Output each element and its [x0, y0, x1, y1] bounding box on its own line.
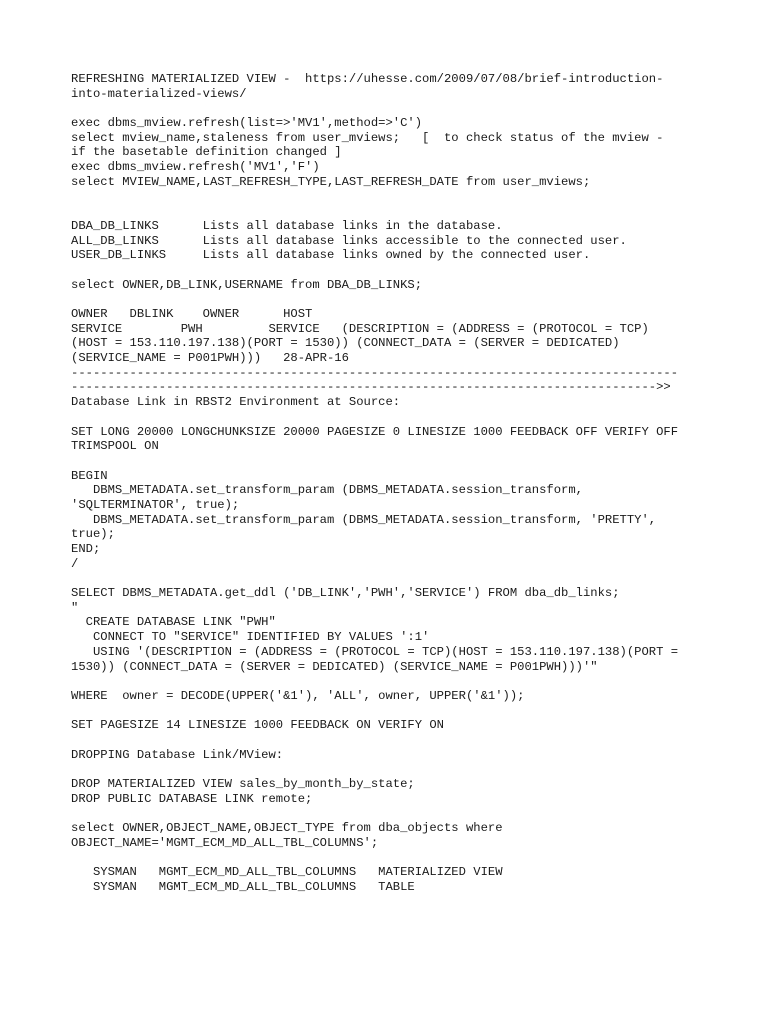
document-line: into-materialized-views/	[71, 86, 247, 101]
document-line	[71, 895, 711, 910]
document-line: CREATE DATABASE LINK "PWH"	[71, 615, 276, 630]
document-line: SET PAGESIZE 14 LINESIZE 1000 FEEDBACK ON VERIFY ON	[71, 718, 444, 733]
document-line: (SERVICE_NAME = P001PWH))) 28-APR-16	[71, 351, 349, 366]
document-line: /	[71, 556, 79, 571]
document-line	[71, 204, 711, 219]
document-line	[71, 410, 711, 425]
document-line	[71, 850, 711, 865]
document-line: select mview_name,staleness from user_mviews; [ to check status of the mview -	[71, 130, 664, 145]
document-line: REFRESHING MATERIALIZED VIEW - https://uhesse.com/2009/07/08/brief-introduction-	[71, 72, 664, 86]
document-line: USER_DB_LINKS Lists all database links owned by the connected user.	[71, 248, 591, 263]
document-line: DBMS_METADATA.set_transform_param (DBMS_METADATA.session_transform, 'PRETTY',	[71, 512, 657, 527]
document-line	[71, 733, 711, 748]
document-line: WHERE owner = DECODE(UPPER('&1'), 'ALL', owner, UPPER('&1'));	[71, 688, 525, 703]
document-line	[71, 263, 711, 278]
document-line: SELECT DBMS_METADATA.get_ddl ('DB_LINK','PWH','SERVICE') FROM dba_db_links;	[71, 586, 620, 601]
document-line: "	[71, 600, 79, 615]
document-line: if the basetable definition changed ]	[71, 145, 342, 160]
document-line: select MVIEW_NAME,LAST_REFRESH_TYPE,LAST_REFRESH_DATE from user_mviews;	[71, 174, 591, 189]
document-line: 'SQLTERMINATOR', true);	[71, 497, 240, 512]
document-line	[71, 674, 711, 689]
document-line: DBMS_METADATA.set_transform_param (DBMS_METADATA.session_transform,	[71, 483, 583, 498]
document-line: exec dbms_mview.refresh(list=>'MV1',method=>'C')	[71, 116, 423, 131]
document-line: ALL_DB_LINKS Lists all database links accessible to the connected user.	[71, 233, 627, 248]
document-line: SYSMAN MGMT_ECM_MD_ALL_TBL_COLUMNS MATERIALIZED VIEW	[71, 865, 503, 880]
document-line: exec dbms_mview.refresh('MV1','F')	[71, 160, 320, 175]
document-line: -------------------------------------------------------------------------------->>	[71, 380, 671, 395]
document-line: select OWNER,OBJECT_NAME,OBJECT_TYPE from dba_objects where	[71, 821, 503, 836]
document-line: DBA_DB_LINKS Lists all database links in the database.	[71, 218, 503, 233]
document-line: true);	[71, 527, 115, 542]
document-line: DROP PUBLIC DATABASE LINK remote;	[71, 791, 313, 806]
document-line: TRIMSPOOL ON	[71, 439, 159, 454]
document-line: SET LONG 20000 LONGCHUNKSIZE 20000 PAGESIZE 0 LINESIZE 1000 FEEDBACK OFF VERIFY OFF	[71, 424, 679, 439]
document-line: Database Link in RBST2 Environment at Source:	[71, 395, 401, 410]
document-line: SYSMAN MGMT_ECM_MD_ALL_TBL_COLUMNS TABLE	[71, 879, 415, 894]
document-line	[71, 909, 711, 924]
document-line: (HOST = 153.110.197.138)(PORT = 1530)) (CONNECT_DATA = (SERVER = DEDICATED)	[71, 336, 620, 351]
document-line: CONNECT TO "SERVICE" IDENTIFIED BY VALUES ':1'	[71, 630, 430, 645]
document-line	[71, 292, 711, 307]
document-line	[71, 190, 711, 205]
document-page	[71, 72, 711, 924]
document-line	[71, 762, 711, 777]
document-line: DROP MATERIALIZED VIEW sales_by_month_by_state;	[71, 777, 415, 791]
document-line: END;	[71, 542, 101, 556]
document-line: 1530)) (CONNECT_DATA = (SERVER = DEDICATED) (SERVICE_NAME = P001PWH)))'"	[71, 659, 598, 674]
document-line: USING '(DESCRIPTION = (ADDRESS = (PROTOCOL = TCP)(HOST = 153.110.197.138)(PORT =	[71, 644, 679, 659]
document-line: DROPPING Database Link/MView:	[71, 747, 284, 762]
document-line	[71, 101, 711, 116]
document-line	[71, 571, 711, 586]
document-line: OWNER DBLINK OWNER HOST	[71, 307, 313, 321]
document-line: SERVICE PWH SERVICE (DESCRIPTION = (ADDRESS = (PROTOCOL = TCP)	[71, 321, 649, 336]
document-line	[71, 806, 711, 821]
document-line	[71, 454, 711, 469]
document-line	[71, 704, 711, 719]
document-line: BEGIN	[71, 468, 108, 483]
document-line: select OWNER,DB_LINK,USERNAME from DBA_DB_LINKS;	[71, 277, 423, 292]
document-line: -----------------------------------------------------------------------------------	[71, 365, 679, 380]
document-line: OBJECT_NAME='MGMT_ECM_MD_ALL_TBL_COLUMNS';	[71, 835, 379, 850]
